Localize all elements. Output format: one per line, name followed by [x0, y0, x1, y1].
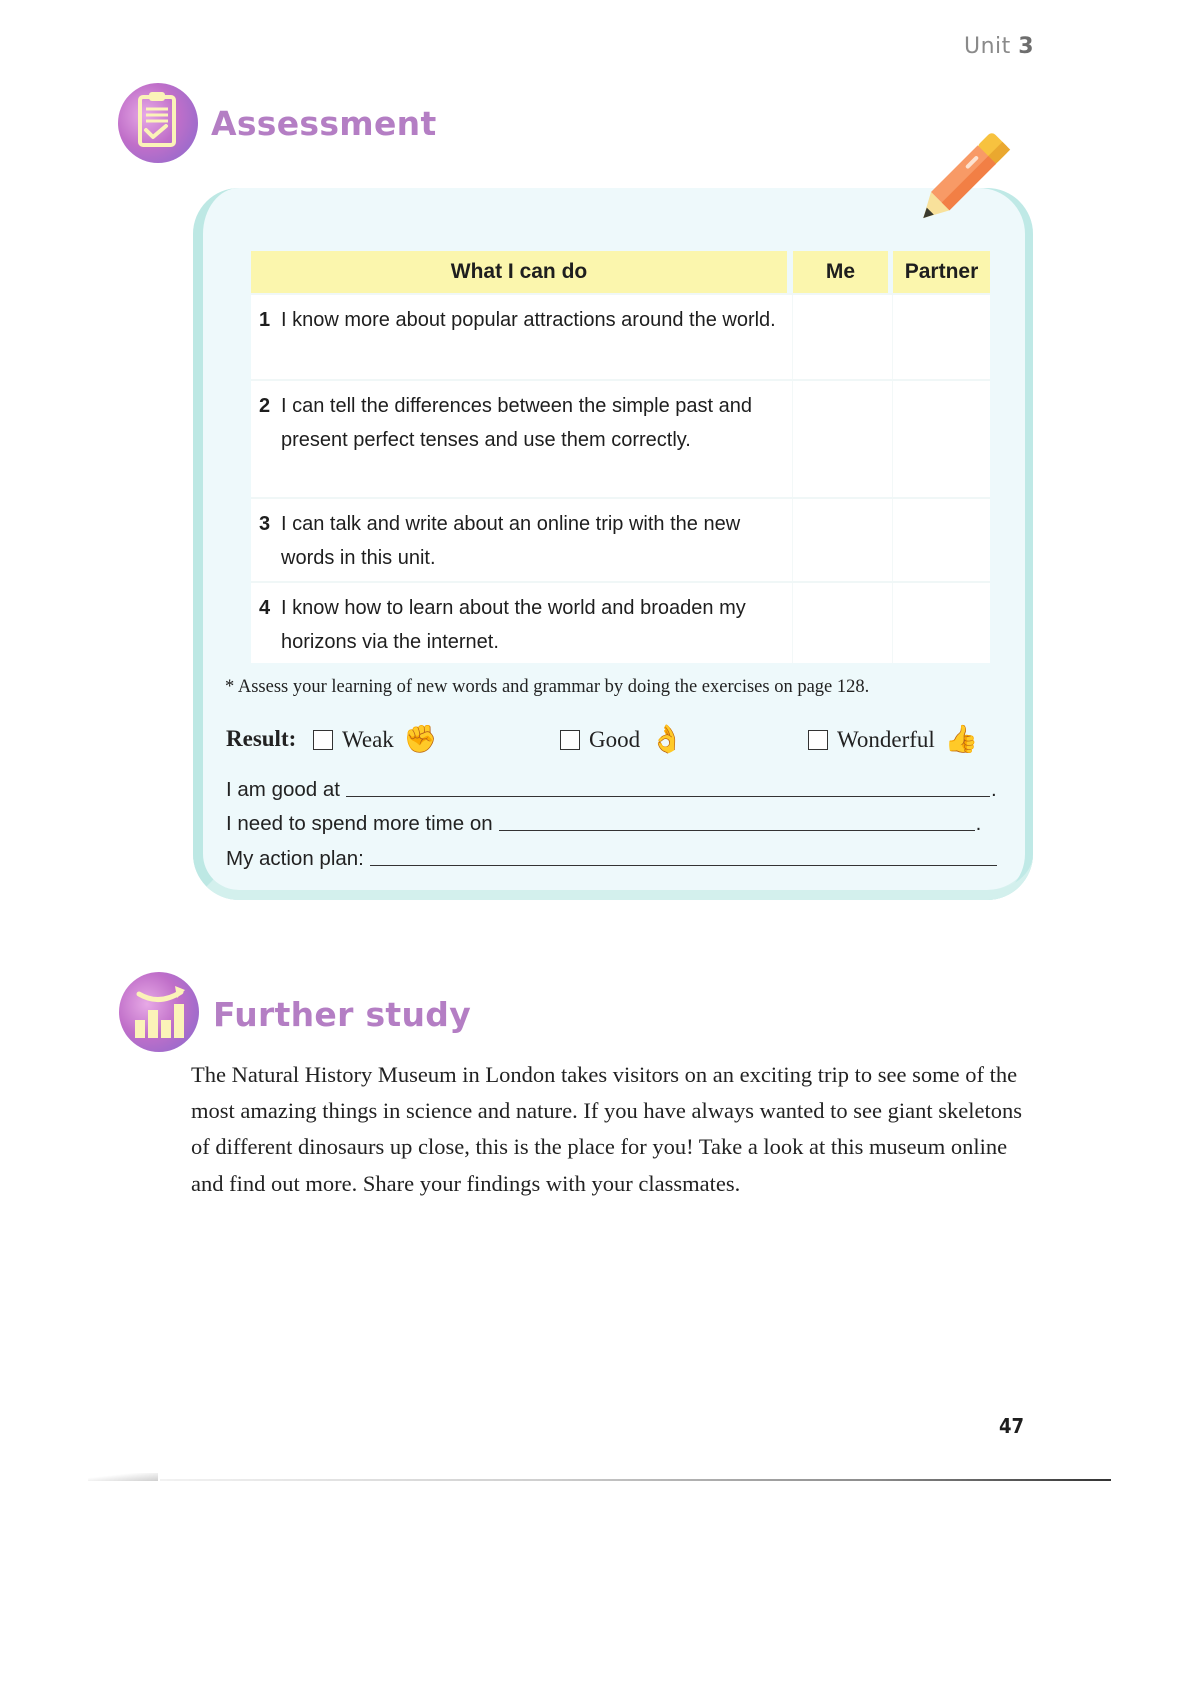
partner-cell[interactable]	[892, 583, 990, 663]
prompt-label: I am good at	[226, 778, 340, 801]
raised-fist-icon: ✊	[403, 724, 438, 754]
unit-number: 3	[1018, 34, 1035, 59]
table-row	[251, 497, 990, 581]
result-option-wonderful[interactable]	[808, 726, 978, 753]
prompt-end: .	[975, 812, 982, 835]
partner-cell[interactable]	[892, 499, 990, 581]
result-option-weak[interactable]	[313, 726, 437, 753]
row-text: I know how to learn about the world and broaden my horizons via the internet.	[281, 597, 746, 653]
assessment-table	[251, 251, 990, 663]
more-time-input[interactable]	[499, 830, 975, 831]
table-row	[251, 581, 990, 663]
weak-label: Weak	[342, 726, 394, 752]
thumbs-up-icon: 👍	[944, 724, 979, 754]
action-plan-input[interactable]	[370, 865, 997, 866]
further-study-title: Further study	[213, 995, 472, 1034]
me-cell[interactable]	[792, 295, 888, 379]
table-row	[251, 379, 990, 497]
table-row	[251, 293, 990, 379]
pencil-icon	[905, 125, 1015, 240]
further-study-paragraph: The Natural History Museum in London takes visitors on an exciting trip to see some of the most amazing things in science and nature. If you have always wanted to see giant skeletons of different dinosaurs up close, this is the place for you! Take a look at this museum online and find out more. Share your findings with your classmates.	[191, 1062, 1023, 1196]
header-me: Me	[793, 251, 888, 293]
me-cell[interactable]	[792, 499, 888, 581]
assessment-note: * Assess your learning of new words and grammar by doing the exercises on page 128.	[225, 677, 870, 697]
header-what-i-can-do: What I can do	[251, 251, 787, 293]
footer-rule	[160, 1479, 1111, 1481]
good-label: Good	[589, 726, 641, 752]
wonderful-checkbox[interactable]	[808, 730, 828, 750]
footer-rule-shadow	[88, 1473, 158, 1481]
bar-chart-icon	[119, 972, 199, 1052]
prompt-label: I need to spend more time on	[226, 812, 493, 835]
row-can-do	[251, 381, 786, 497]
row-text: I can talk and write about an online trip with the new words in this unit.	[281, 513, 741, 569]
row-number: 2	[259, 395, 271, 417]
prompt-good-at	[226, 778, 997, 802]
good-checkbox[interactable]	[560, 730, 580, 750]
row-can-do	[251, 583, 786, 663]
clipboard-check-icon	[118, 83, 198, 163]
weak-checkbox[interactable]	[313, 730, 333, 750]
header-partner: Partner	[893, 251, 990, 293]
row-can-do	[251, 499, 786, 581]
prompt-label: My action plan:	[226, 847, 364, 870]
partner-cell[interactable]	[892, 295, 990, 379]
wonderful-label: Wonderful	[837, 726, 935, 752]
row-number: 4	[259, 597, 271, 619]
me-cell[interactable]	[792, 381, 888, 497]
unit-label	[964, 34, 1034, 59]
table-header	[251, 251, 990, 293]
row-text: I know more about popular attractions around the world.	[281, 309, 776, 331]
row-number: 1	[259, 309, 271, 331]
ok-hand-icon: 👌	[650, 724, 684, 754]
result-option-good[interactable]	[560, 726, 684, 753]
good-at-input[interactable]	[346, 796, 990, 797]
assessment-title: Assessment	[211, 104, 437, 143]
page-number: 47	[999, 1414, 1025, 1438]
result-label: Result:	[226, 726, 297, 751]
partner-cell[interactable]	[892, 381, 990, 497]
me-cell[interactable]	[792, 583, 888, 663]
row-number: 3	[259, 513, 271, 535]
prompt-end: .	[990, 778, 997, 801]
prompt-more-time	[226, 812, 981, 836]
row-text: I can tell the differences between the simple past and present perfect tenses and use them correctly.	[281, 395, 753, 451]
unit-label-text: Unit	[964, 34, 1011, 59]
row-can-do	[251, 295, 786, 379]
prompt-action-plan	[226, 847, 998, 871]
